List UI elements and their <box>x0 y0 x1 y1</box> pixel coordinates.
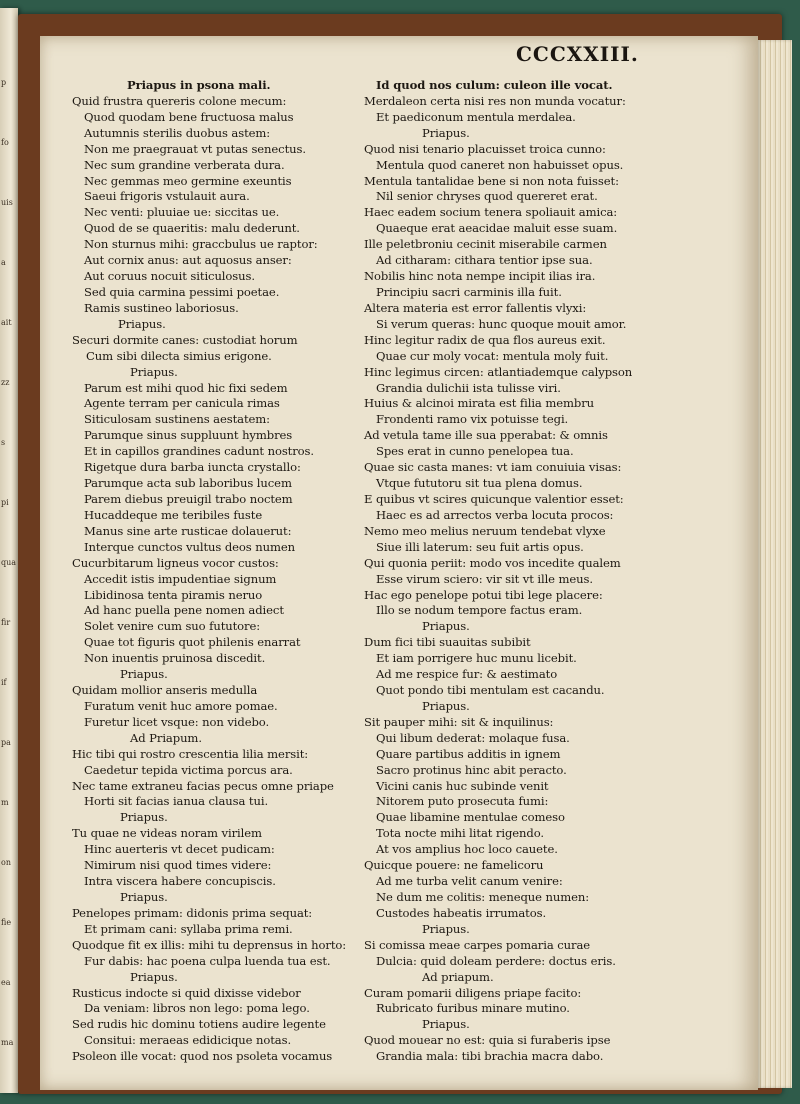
verse-line: Et iam porrigere huc munu licebit. <box>376 651 577 666</box>
verse-line: At vos amplius hoc loco cauete. <box>376 842 558 857</box>
verse-line: Dum fici tibi suauitas subibit <box>364 635 531 650</box>
verse-line: Caedetur tepida victima porcus ara. <box>84 762 293 777</box>
verse-line: Nec gemmas meo germine exeuntis <box>84 173 292 188</box>
verse-line: Quod mouear no est: quia si furaberis ipse <box>364 1033 611 1048</box>
margin-fragment: fo <box>1 138 9 147</box>
margin-fragment: s <box>1 438 6 447</box>
verse-line: Non sturnus mihi: graccbulus ue raptor: <box>84 237 318 252</box>
verse-line: Et primam cani: syllaba prima remi. <box>84 921 293 936</box>
verse-line: Sit pauper mihi: sit & inquilinus: <box>364 714 554 729</box>
verse-line: Nec tame extraneu facias pecus omne priape <box>72 778 334 793</box>
verse-line: Ad vetula tame ille sua pperabat: & omnis <box>364 428 608 443</box>
margin-fragment: pa <box>1 738 11 747</box>
verse-line: Vtque fututoru sit tua plena domus. <box>376 476 583 491</box>
verse-line: Merdaleon certa nisi res non munda vocatur: <box>364 93 626 108</box>
verse-line: Sed rudis hic dominu totiens audire legente <box>72 1017 326 1032</box>
verse-line: Da veniam: libros non lego: poma lego. <box>84 1001 310 1016</box>
verse-line: Parem diebus preuigil trabo noctem <box>84 491 293 506</box>
verse-line: Fur dabis: hac poena culpa luenda tua est. <box>84 953 331 968</box>
verse-line: Haec es ad arrectos verba locuta procos: <box>376 507 614 522</box>
verse-line: Tota nocte mihi litat rigendo. <box>376 826 544 841</box>
verse-line: Agente terram per canicula rimas <box>84 396 280 411</box>
verse-line: Si comissa meae carpes pomaria curae <box>364 937 591 952</box>
verse-line: Non me praegrauat vt putas senectus. <box>84 141 306 156</box>
verse-line: Principiu sacri carminis illa fuit. <box>376 284 562 299</box>
right-text-column <box>364 78 664 1065</box>
page-fore-edge <box>758 40 792 1088</box>
verse-line: Quae libamine mentulae comeso <box>376 810 565 825</box>
verse-line: Psoleon ille vocat: quod nos psoleta vocamus <box>72 1049 333 1064</box>
verse-line: Rusticus indocte si quid dixisse videbor <box>72 985 301 1000</box>
verse-line: Nec sum grandine verberata dura. <box>84 157 285 172</box>
verse-line: Quare partibus additis in ignem <box>376 746 561 761</box>
margin-fragment: qua <box>1 558 17 567</box>
margin-fragment: ma <box>1 1038 14 1047</box>
poem-heading: Priapus. <box>120 810 168 825</box>
margin-fragment: uis <box>1 198 13 207</box>
verse-line: Nimirum nisi quod times videre: <box>84 858 272 873</box>
verse-line: Quae tot figuris quot philenis enarrat <box>84 635 301 650</box>
verse-line: Saeui frigoris vstulauit aura. <box>84 189 250 204</box>
verse-line: Curam pomarii diligens priape facito: <box>364 985 582 1000</box>
verse-line: Ad citharam: cithara tentior ipse sua. <box>376 253 593 268</box>
verse-line: Tu quae ne videas noram virilem <box>72 826 262 841</box>
verse-line: Hucaddeque me teribiles fuste <box>84 507 263 522</box>
verse-line: Quae sic casta manes: vt iam conuiuia visas: <box>364 460 622 475</box>
verse-line: Frondenti ramo vix potuisse tegi. <box>376 412 569 427</box>
margin-fragment: a <box>1 258 6 267</box>
verse-line: Nobilis hinc nota nempe incipit ilias ira. <box>364 269 596 284</box>
verse-line: Autumnis sterilis duobus astem: <box>84 125 271 140</box>
verse-line: Grandia dulichii ista tulisse viri. <box>376 380 561 395</box>
verse-line: Cucurbitarum ligneus vocor custos: <box>72 555 279 570</box>
margin-fragment: on <box>1 858 11 867</box>
margin-fragment: p <box>1 78 7 87</box>
poem-heading: Priapus. <box>130 969 178 984</box>
verse-line: Furatum venit huc amore pomae. <box>84 698 278 713</box>
verse-line: Quaeque erat aeacidae maluit esse suam. <box>376 221 618 236</box>
margin-fragment: ea <box>1 978 11 987</box>
verse-line: Quod nisi tenario placuisset troica cunno: <box>364 141 606 156</box>
verse-line: Securi dormite canes: custodiat horum <box>72 332 298 347</box>
poem-heading: Priapus. <box>422 698 470 713</box>
verse-line: Quid frustra quereris colone mecum: <box>72 93 287 108</box>
verse-line: Altera materia est error fallentis vlyxi: <box>364 300 587 315</box>
margin-fragment: ait <box>1 318 12 327</box>
verse-line: Ne dum me colitis: meneque numen: <box>376 890 590 905</box>
verse-line: Si verum queras: hunc quoque mouit amor. <box>376 316 627 331</box>
verse-line: Sacro protinus hinc abit peracto. <box>376 762 567 777</box>
verse-line: Dulcia: quid doleam perdere: doctus eris. <box>376 953 616 968</box>
verse-line: Furetur licet vsque: non videbo. <box>84 714 270 729</box>
verse-line: Consitui: meraeas edidicique notas. <box>84 1033 292 1048</box>
verse-line: Siue illi laterum: seu fuit artis opus. <box>376 539 584 554</box>
verse-line: Qui libum dederat: molaque fusa. <box>376 730 570 745</box>
verse-line: Grandia mala: tibi brachia macra dabo. <box>376 1049 604 1064</box>
margin-fragment: fir <box>1 618 11 627</box>
poem-heading: Priapus. <box>130 364 178 379</box>
poem-heading: Priapus. <box>422 1017 470 1032</box>
verse-line: Illo se nodum tempore factus eram. <box>376 603 583 618</box>
verse-line: Quot pondo tibi mentulam est cacandu. <box>376 683 605 698</box>
verse-line: Qui quonia periit: modo vos incedite qualem <box>364 555 621 570</box>
verse-line: Hinc auerteris vt decet pudicam: <box>84 842 275 857</box>
verse-line: Ad hanc puella pene nomen adiect <box>84 603 284 618</box>
poem-heading: Ad Priapum. <box>130 730 202 745</box>
verse-line: Parumque sinus suppluunt hymbres <box>84 428 293 443</box>
verse-line: Hinc legitur radix de qua flos aureus exit. <box>364 332 606 347</box>
verse-line: Interque cunctos vultus deos numen <box>84 539 295 554</box>
verse-line: Parum est mihi quod hic fixi sedem <box>84 380 288 395</box>
poem-heading: Priapus. <box>120 890 168 905</box>
verse-line: Hac ego penelope potui tibi lege placere: <box>364 587 603 602</box>
poem-heading: Ad priapum. <box>422 969 494 984</box>
verse-line: Intra viscera habere concupiscis. <box>84 874 276 889</box>
verse-line: Ille peletbroniu cecinit miserabile carmen <box>364 237 607 252</box>
margin-fragment: if <box>1 678 7 687</box>
poem-heading: Priapus in psona mali. <box>127 78 271 92</box>
previous-page-edge <box>0 8 18 1093</box>
verse-line: Mentula tantalidae bene si non nota fuisset: <box>364 173 619 188</box>
folio-number: CCCXXIII. <box>516 42 639 66</box>
verse-line: Custodes habeatis irrumatos. <box>376 905 547 920</box>
verse-line: Nil senior chryses quod quereret erat. <box>376 189 598 204</box>
verse-line: Nec venti: pluuiae ue: siccitas ue. <box>84 205 280 220</box>
verse-line: Ad me respice fur: & aestimato <box>376 667 558 682</box>
verse-line: Parumque acta sub laboribus lucem <box>84 476 292 491</box>
verse-line: Et paediconum mentula merdalea. <box>376 109 576 124</box>
verse-line: Esse virum sciero: vir sit vt ille meus. <box>376 571 593 586</box>
verse-line: Id quod nos culum: culeon ille vocat. <box>376 78 613 92</box>
verse-line: Penelopes primam: didonis prima sequat: <box>72 905 313 920</box>
verse-line: Et in capillos grandines cadunt nostros. <box>84 444 314 459</box>
verse-line: Quod quodam bene fructuosa malus <box>84 109 294 124</box>
verse-line: Libidinosa tenta piramis neruo <box>84 587 263 602</box>
verse-line: Hinc legimus circen: atlantiademque calypson <box>364 364 633 379</box>
verse-line: Spes erat in cunno penelopea tua. <box>376 444 574 459</box>
verse-line: Huius & alcinoi mirata est filia membru <box>364 396 595 411</box>
verse-line: Quicque pouere: ne famelicoru <box>364 858 544 873</box>
verse-line: Haec eadem socium tenera spoliauit amica: <box>364 205 618 220</box>
verse-line: Cum sibi dilecta simius erigone. <box>86 348 272 363</box>
margin-fragment: m <box>1 798 9 807</box>
poem-heading: Priapus. <box>422 921 470 936</box>
verse-line: Rubricato furibus minare mutino. <box>376 1001 570 1016</box>
verse-line: Quidam mollior anseris medulla <box>72 683 258 698</box>
left-text-column <box>72 78 347 1065</box>
verse-line: Horti sit facias ianua clausa tui. <box>84 794 269 809</box>
verse-line: Sed quia carmina pessimi poetae. <box>84 284 280 299</box>
verse-line: Solet venire cum suo fututore: <box>84 619 261 634</box>
verse-line: Siticulosam sustinens aestatem: <box>84 412 270 427</box>
poem-heading: Priapus. <box>120 667 168 682</box>
poem-heading: Priapus. <box>118 316 166 331</box>
verse-line: Aut coruus nocuit siticulosus. <box>84 269 255 284</box>
verse-line: Quod de se quaeritis: malu dederunt. <box>84 221 300 236</box>
verse-line: Hic tibi qui rostro crescentia lilia mersit: <box>72 746 309 761</box>
verse-line: Quodque fit ex illis: mihi tu deprensus in horto: <box>72 937 347 952</box>
margin-fragment: zz <box>1 378 10 387</box>
margin-fragment: pi <box>1 498 9 507</box>
margin-fragment: fie <box>1 918 12 927</box>
verse-line: Accedit istis impudentiae signum <box>84 571 277 586</box>
verse-line: Manus sine arte rusticae dolauerut: <box>84 523 292 538</box>
verse-line: Quae cur moly vocat: mentula moly fuit. <box>376 348 609 363</box>
verse-line: Mentula quod caneret non habuisset opus. <box>376 157 624 172</box>
verse-line: Nitorem puto prosecuta fumi: <box>376 794 549 809</box>
poem-heading: Priapus. <box>422 619 470 634</box>
poem-heading: Priapus. <box>422 125 470 140</box>
verse-line: Aut cornix anus: aut aquosus anser: <box>84 253 292 268</box>
verse-line: Non inuentis pruinosa discedit. <box>84 651 266 666</box>
verse-line: Rigetque dura barba iuncta crystallo: <box>84 460 301 475</box>
verse-line: Nemo meo melius neruum tendebat vlyxe <box>364 523 606 538</box>
verse-line: E quibus vt scires quicunque valentior esset: <box>364 491 624 506</box>
verse-line: Vicini canis huc subinde venit <box>376 778 549 793</box>
verse-line: Ramis sustineo laboriosus. <box>84 300 239 315</box>
verse-line: Ad me turba velit canum venire: <box>376 874 563 889</box>
